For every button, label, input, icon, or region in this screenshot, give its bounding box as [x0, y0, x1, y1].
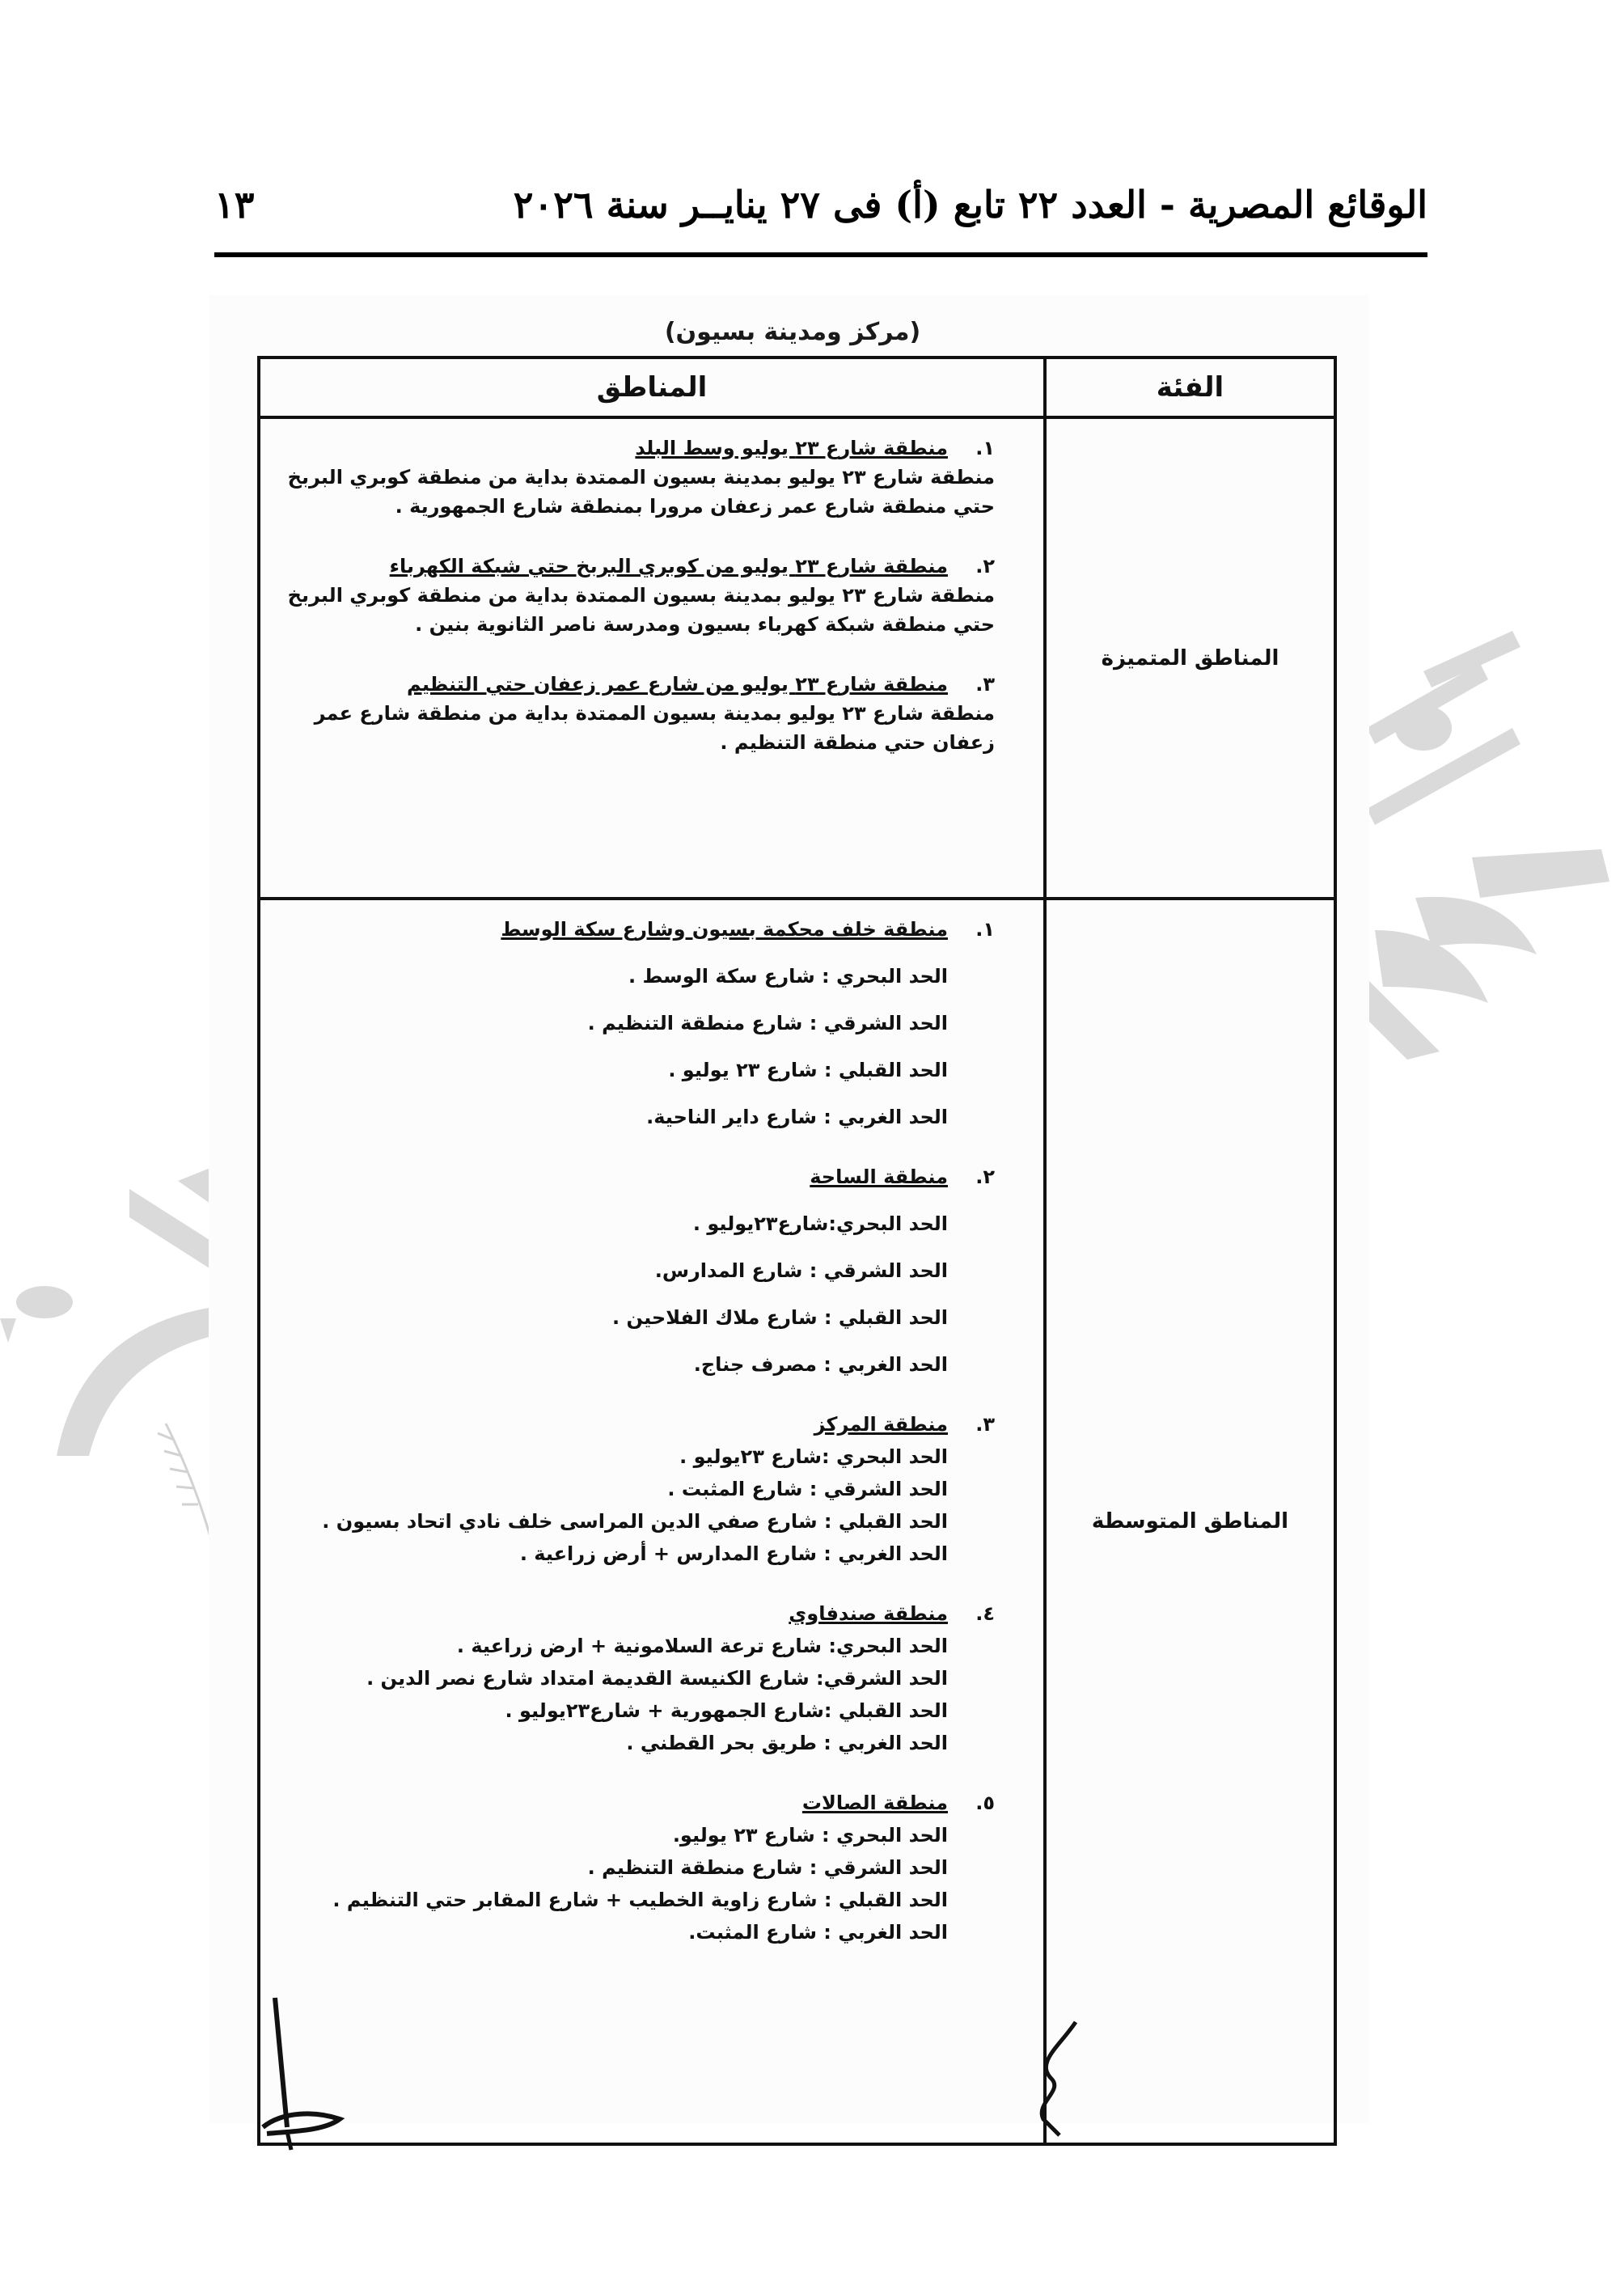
- category-cell: المناطق المتميزة: [1045, 417, 1335, 899]
- zone-number: ٢.: [975, 555, 995, 577]
- boundary-north: الحد البحري :شارع ٢٣يوليو .: [679, 1445, 948, 1468]
- column-header-zones: المناطق: [259, 357, 1045, 417]
- boundary-west: الحد الغربي : طريق بحر القطني .: [626, 1732, 948, 1754]
- boundary-north: الحد البحري: شارع ترعة السلامونية + ارض زراعية .: [456, 1635, 948, 1657]
- zone-item: [285, 1162, 995, 1379]
- zone-item: [285, 670, 995, 757]
- boundary-east: الحد الشرقي : شارع منطقة التنظيم .: [587, 1856, 948, 1879]
- zone-number: ٥.: [975, 1792, 995, 1814]
- zone-name: منطقة خلف محكمة بسيون وشارع سكة الوسط: [501, 918, 948, 941]
- boundary-east: الحد الشرقي : شارع منطقة التنظيم .: [587, 1012, 948, 1034]
- boundary-east: الحد الشرقي : شارع المدارس.: [654, 1259, 948, 1282]
- boundary-north: الحد البحري : شارع سكة الوسط .: [628, 965, 948, 988]
- header-divider: [214, 252, 1427, 257]
- document-subtitle: (مركز ومدينة بسيون): [664, 318, 921, 346]
- boundary-south: الحد القبلي : شارع ملاك الفلاحين .: [612, 1306, 948, 1329]
- zone-item: [285, 434, 995, 521]
- zone-name: منطقة صندفاوي: [789, 1602, 948, 1625]
- boundary-west: الحد الغربي : شارع المدارس + أرض زراعية .: [519, 1542, 948, 1565]
- zone-item: [285, 915, 995, 1132]
- zone-description: منطقة شارع ٢٣ يوليو بمدينة بسيون الممتدة بداية من منطقة كوبري البربخ حتي منطقة شبكة كهرباء بسيون ومدرسة ناصر الثانوية بنين .: [287, 584, 995, 636]
- category-cell: المناطق المتوسطة: [1045, 899, 1335, 2144]
- zone-item: [285, 1599, 995, 1758]
- zone-number: ٣.: [975, 1413, 995, 1436]
- zones-table: [257, 356, 1337, 2146]
- table-row: [259, 417, 1335, 899]
- boundary-west: الحد الغربي : شارع داير الناحية.: [646, 1106, 948, 1128]
- zone-item: [285, 1410, 995, 1568]
- boundary-east: الحد الشرقي : شارع المثبت .: [667, 1478, 948, 1500]
- zone-name: منطقة شارع ٢٣ يوليو من كوبري البربخ حتي شبكة الكهرباء: [389, 555, 948, 577]
- table-header-row: [259, 357, 1335, 417]
- zone-name: منطقة الساحة: [810, 1166, 948, 1188]
- table-row: [259, 899, 1335, 2144]
- boundary-north: الحد البحري : شارع ٢٣ يوليو.: [672, 1824, 948, 1847]
- page-header: [214, 176, 1427, 233]
- boundary-west: الحد الغربي : شارع المثبت.: [688, 1921, 948, 1944]
- zone-number: ١.: [975, 437, 995, 459]
- boundary-north: الحد البحري:شارع٢٣يوليو .: [692, 1212, 948, 1235]
- zone-number: ٢.: [975, 1166, 995, 1188]
- zones-cell: [259, 417, 1045, 899]
- boundary-west: الحد الغربي : مصرف جناج.: [693, 1353, 948, 1376]
- boundary-south: الحد القبلي : شارع ٢٣ يوليو .: [668, 1059, 948, 1081]
- signature-right-icon: [1027, 2014, 1084, 2143]
- boundary-east: الحد الشرقي: شارع الكنيسة القديمة امتداد شارع نصر الدين .: [366, 1667, 948, 1690]
- boundary-south: الحد القبلي : شارع صفي الدين المراسى خلف نادي اتحاد بسيون .: [322, 1510, 948, 1533]
- zone-number: ١.: [975, 918, 995, 941]
- zone-description: منطقة شارع ٢٣ يوليو بمدينة بسيون الممتدة بداية من منطقة شارع عمر زعفان حتي منطقة التنظيم .: [314, 702, 995, 754]
- zone-item: [285, 1788, 995, 1947]
- zone-name: منطقة شارع ٢٣ يوليو وسط البلد: [635, 437, 948, 459]
- boundary-south: الحد القبلي : شارع زاوية الخطيب + شارع المقابر حتي التنظيم .: [332, 1889, 948, 1911]
- gazette-title: الوقائع المصرية - العدد ٢٢ تابع (أ) فى ٢٧ ينايــر سنة ٢٠٢٦: [513, 183, 1427, 226]
- zone-name: منطقة المركز: [814, 1413, 948, 1436]
- column-header-category: الفئة: [1045, 357, 1335, 417]
- boundary-south: الحد القبلي :شارع الجمهورية + شارع٢٣يوليو .: [505, 1699, 948, 1722]
- zone-number: ٤.: [975, 1602, 995, 1625]
- page-number: ١٣: [214, 183, 255, 226]
- signature-left-icon: [259, 1990, 356, 2151]
- zones-cell: [259, 899, 1045, 2144]
- zone-number: ٣.: [975, 673, 995, 696]
- zone-item: [285, 552, 995, 639]
- zone-name: منطقة الصالات: [801, 1792, 948, 1814]
- zone-name: منطقة شارع ٢٣ يوليو من شارع عمر زعفان حتي التنظيم: [407, 673, 948, 696]
- zone-description: منطقة شارع ٢٣ يوليو بمدينة بسيون الممتدة بداية من منطقة كوبري البربخ حتي منطقة شارع عمر زعفان مرورا بمنطقة شارع الجمهورية .: [287, 466, 995, 518]
